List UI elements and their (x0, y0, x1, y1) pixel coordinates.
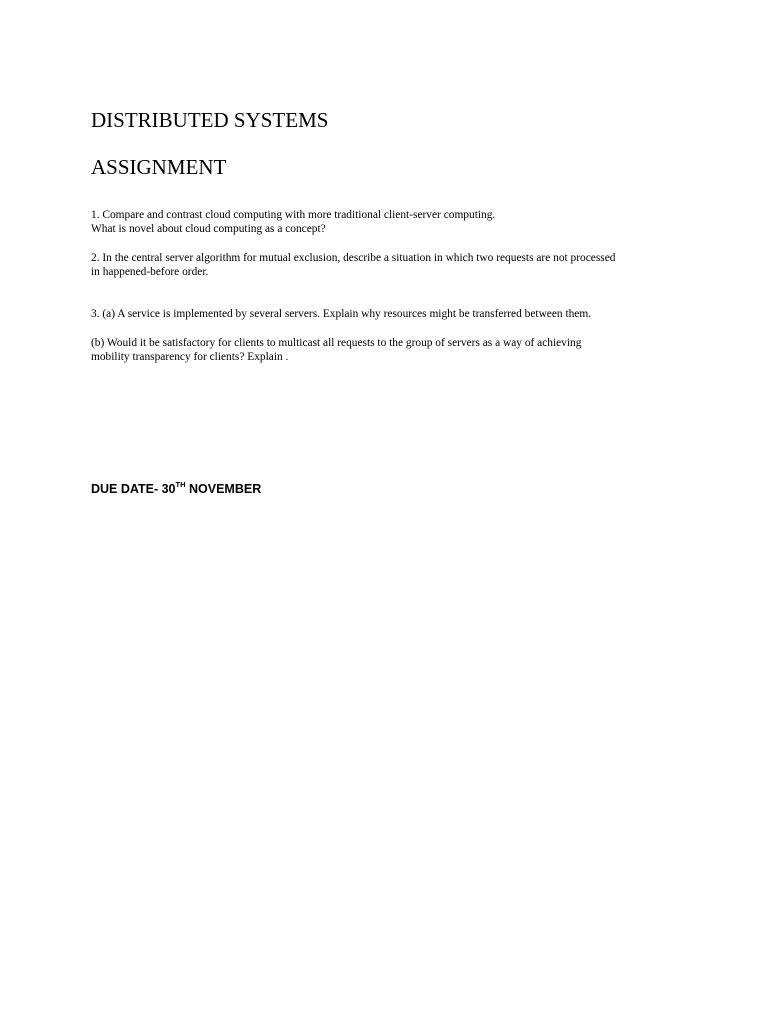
question-2-line-2: in happened-before order. (91, 266, 209, 278)
due-date-suffix: NOVEMBER (185, 482, 262, 496)
question-1 (91, 208, 691, 236)
question-1-line-1: 1. Compare and contrast cloud computing with more traditional client-server computing. (91, 209, 496, 221)
document-title: DISTRIBUTED SYSTEMS (91, 108, 329, 132)
question-2 (91, 251, 691, 279)
question-3b-line-2: mobility transparency for clients? Explain . (91, 351, 289, 363)
due-date (91, 481, 261, 497)
question-2-line-1: 2. In the central server algorithm for mutual exclusion, describe a situation in which two requests are not processed (91, 252, 616, 264)
question-3b-line-1: (b) Would it be satisfactory for clients to multicast all requests to the group of servers as a way of achieving (91, 337, 582, 349)
document-subtitle: ASSIGNMENT (91, 155, 227, 179)
due-date-superscript: TH (175, 479, 186, 489)
question-3a-line-1: 3. (a) A service is implemented by several servers. Explain why resources might be transferred between them. (91, 308, 592, 320)
due-date-prefix: DUE DATE- 30 (91, 482, 176, 496)
question-3b (91, 336, 691, 364)
question-1-line-2: What is novel about cloud computing as a concept? (91, 223, 326, 235)
question-3a (91, 307, 691, 321)
